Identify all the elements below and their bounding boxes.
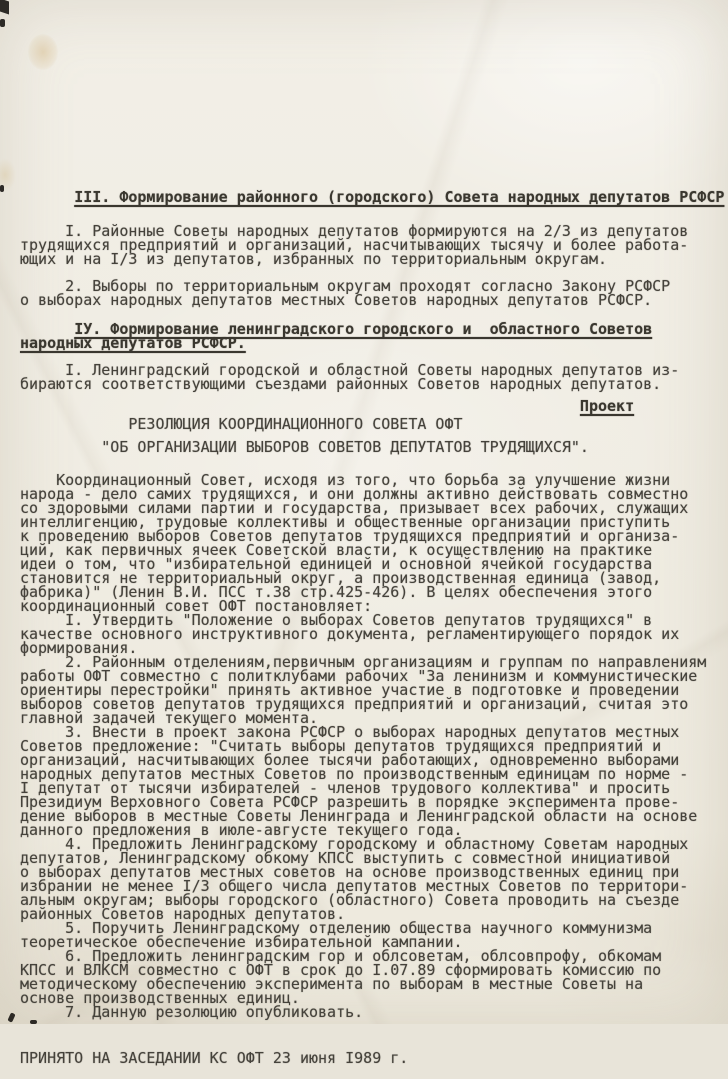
- line-text: ющих и на I/3 из депутатов, избранных по территориальным округам.: [20, 250, 607, 268]
- line-text: фабрика)" (Ленин В.И. ПСС т.38 стр.425-426). В целях обеспечения этого: [20, 583, 653, 601]
- text-line: [20, 440, 728, 454]
- line-text: к проведению выборов Советов депутатов трудящихся предприятий и организа-: [20, 527, 680, 545]
- line-text: интеллигенцию, трудовые коллективы и общественные организации приступить: [20, 513, 671, 531]
- line-text: теоретическое обеспечение избирательной кампании.: [20, 933, 463, 951]
- line-text: IУ. Формирование ленинградского городского и областного Советов: [74, 320, 653, 338]
- line-text: альным округам; выборы городского (областного) Совета проводить на съезде: [20, 891, 680, 909]
- line-text: о выборах народных депутатов местных Советов народных депутатов РСФСР.: [20, 291, 653, 309]
- resolution-item-6: [20, 949, 728, 1005]
- paper-stain: [28, 34, 58, 70]
- line-indent: [20, 415, 128, 433]
- section-iv-heading: [20, 322, 728, 350]
- resolution-item-3: [20, 725, 728, 837]
- section-iii-item-1: [20, 224, 728, 266]
- text-line: [20, 336, 728, 350]
- line-text: I. Районные Советы народных депутатов формируются на 2/3 из депутатов: [65, 222, 689, 240]
- text-line: [20, 1051, 728, 1065]
- text-line: [20, 1005, 728, 1019]
- line-text: ПРИНЯТО НА ЗАСЕДАНИИ КС ОФТ 23 июня I989 г.: [20, 1049, 409, 1067]
- line-text: 5. Поручить Ленинградскому отделению общества научного коммунизма: [65, 919, 653, 937]
- line-text: депутатов, Ленинградскому обкому КПСС выступить с совместной инициативой: [20, 849, 671, 867]
- resolution-item-1: [20, 613, 728, 655]
- line-text: бираются соответствующими съездами районных Советов народных депутатов.: [20, 375, 662, 393]
- line-text: 4. Предложить Ленинградскому городскому и областному Советам народных: [65, 835, 689, 853]
- text-line: [20, 293, 728, 307]
- line-text: главной задачей текущего момента.: [20, 709, 319, 727]
- line-text: формирования.: [20, 639, 138, 657]
- text-line: [20, 417, 728, 431]
- resolution-item-4: [20, 837, 728, 921]
- line-text: Проект: [579, 397, 635, 415]
- section-iii-heading: [20, 190, 728, 204]
- resolution-item-7: [20, 1005, 728, 1019]
- line-text: районных Советов народных депутатов.: [20, 905, 346, 923]
- text-line: [20, 399, 728, 413]
- line-text: 2. Районным отделениям,первичным организациям и группам по направлениям: [65, 653, 707, 671]
- resolution-preamble: [20, 473, 728, 613]
- line-indent: [20, 438, 101, 456]
- line-text: качестве основного инструктивного документа, регламентирующего порядок их: [20, 625, 680, 643]
- line-text: Советов предложение: "Считать выборы депутатов трудящихся предприятий и: [20, 737, 662, 755]
- line-indent: [20, 1003, 65, 1021]
- line-text: РЕЗОЛЮЦИЯ КООРДИНАЦИОННОГО СОВЕТА ОФТ: [128, 415, 463, 433]
- line-text: Президиум Верховного Совета РСФСР разрешить в порядке эксперимента прове-: [20, 793, 680, 811]
- line-text: о выборах депутатов местных советов на основе производственных единиц при: [20, 863, 680, 881]
- line-text: работы ОФТ совместно с политклубами рабочих "За ленинизм и коммунистические: [20, 667, 698, 685]
- text-line: [20, 190, 728, 204]
- section-iii-item-2: [20, 279, 728, 307]
- section-iv-item-1: [20, 363, 728, 391]
- line-text: со здоровыми силами партии и государства, призывает всех рабочих, служащих: [20, 499, 689, 517]
- line-text: дение выборов в местные Советы Ленинграда и Ленинградской области на основе: [20, 807, 698, 825]
- line-text: Координационный Совет, исходя из того, что борьба за улучшение жизни: [56, 471, 671, 489]
- adoption-note: [20, 1051, 728, 1065]
- line-text: координационный совет ОФТ постановляет:: [20, 597, 373, 615]
- line-text: основе производственных единиц.: [20, 989, 300, 1007]
- line-text: народных депутатов местных Советов по производственным единицам по норме -: [20, 765, 689, 783]
- line-text: организаций, насчитывающих более тысячи работающих, одновременно выборами: [20, 751, 680, 769]
- scan-edge-mark: [0, 19, 5, 27]
- text-line: [20, 252, 728, 266]
- line-text: I депутат от тысячи избирателей - членов трудового коллектива" и просить: [20, 779, 671, 797]
- line-text: избрании не менее I/3 общего числа депутатов местных Советов по территори-: [20, 877, 689, 895]
- line-text: 2. Выборы по территориальным округам проходят согласно Закону РСФСР: [65, 277, 671, 295]
- resolution-item-2: [20, 655, 728, 725]
- line-text: "ОБ ОРГАНИЗАЦИИ ВЫБОРОВ СОВЕТОВ ДЕПУТАТОВ ТРУДЯЩИХСЯ".: [101, 438, 589, 456]
- line-text: 7. Данную резолюцию опубликовать.: [65, 1003, 364, 1021]
- line-text: КПСС и ВЛКСМ совместно с ОФТ в срок до I.07.89 сформировать комиссию по: [20, 961, 662, 979]
- line-text: трудящихся предприятий и организаций, насчитывающих тысячу и более работа-: [20, 236, 689, 254]
- line-text: 3. Внести в проект закона РСФСР о выборах народных депутатов местных: [65, 723, 680, 741]
- line-text: выборов советов депутатов трудящихся предприятий и организаций, считая это: [20, 695, 689, 713]
- line-text: ций, как первичных ячеек Советской власти, к осуществлению на практике: [20, 541, 653, 559]
- text-line: [20, 377, 728, 391]
- line-text: III. Формирование районного (городского) Совета народных депутатов РСФСР: [74, 188, 725, 206]
- line-text: народных депутатов РСФСР.: [20, 334, 246, 352]
- resolution-title-line-1: [20, 417, 728, 431]
- scan-edge-mark: [0, 0, 9, 14]
- draft-label: [20, 399, 728, 413]
- line-text: данного предложения в июле-августе текущего года.: [20, 821, 463, 839]
- resolution-title-line-2: [20, 440, 728, 454]
- line-text: I. Ленинградский городской и областной Советы народных депутатов из-: [65, 361, 680, 379]
- line-text: 6. Предложить ленинградским гор и облсоветам, облсовпрофу, обкомам: [65, 947, 662, 965]
- resolution-item-5: [20, 921, 728, 949]
- line-indent: [20, 397, 580, 415]
- line-indent: [20, 188, 74, 206]
- line-text: I. Утвердить "Положение о выборах Советов депутатов трудящихся" в: [65, 611, 653, 629]
- line-text: идеи о том, что "избирательной единицей и основной ячейкой государства: [20, 555, 653, 573]
- line-text: ориентиры перестройки" принять активное участие в подготовке и проведении: [20, 681, 680, 699]
- line-text: становится не территориальный округ, а производственная единица (завод,: [20, 569, 662, 587]
- line-text: методическому обеспечению эксперимента по выборам в местные Советы на: [20, 975, 644, 993]
- line-text: народа - дело самих трудящихся, и они должны активно действовать совместно: [20, 485, 689, 503]
- document-blocks: [0, 126, 728, 1065]
